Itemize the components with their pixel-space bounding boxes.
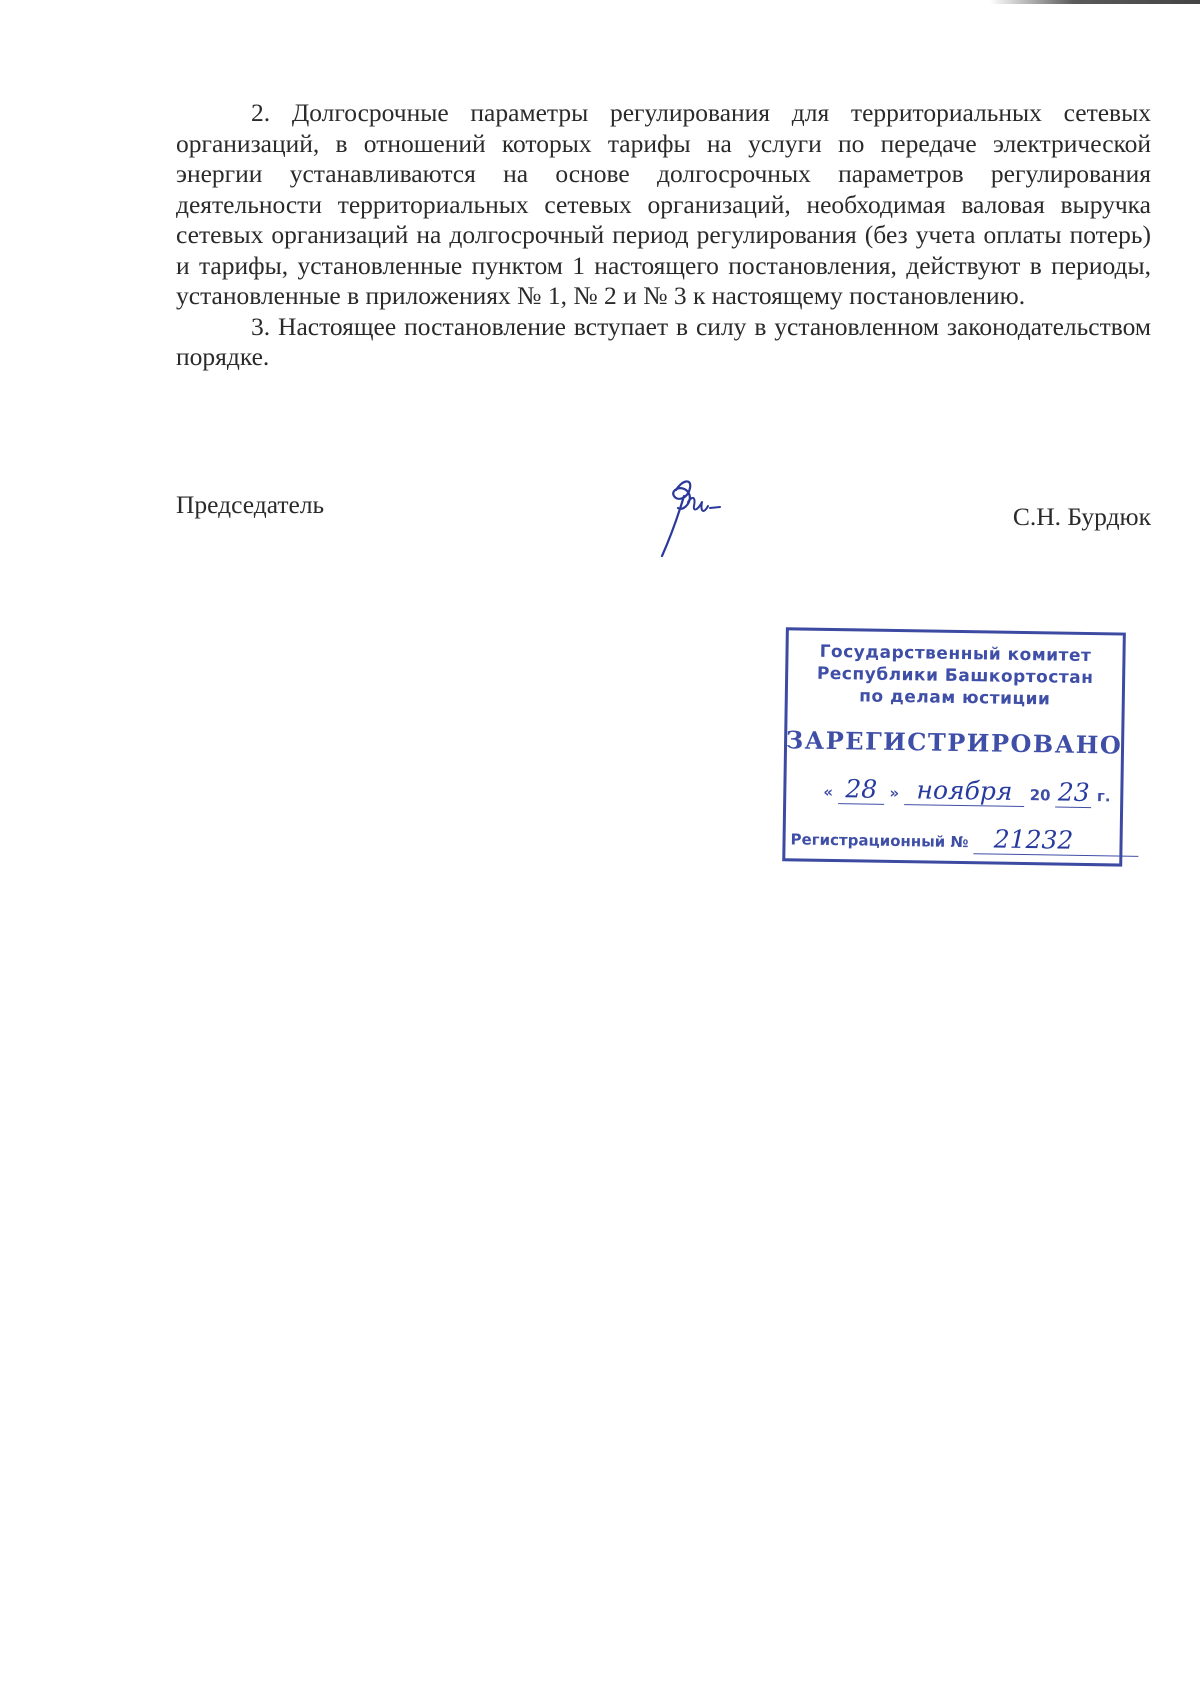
stamp-status: ЗАРЕГИСТРИРОВАНО [785,725,1123,760]
stamp-registration [790,821,1139,856]
stamp-org-line: Государственный комитет [819,641,1092,667]
date-year-unit: г. [1096,787,1111,806]
document-body [176,98,1151,373]
paragraph-3: 3. Настоящее постановление вступает в силу в установленном законодательством порядке. [176,311,1151,371]
stamp-org-line: по делам юстиции [859,686,1051,710]
paragraph-2: 2. Долгосрочные параметры регулирования для территориальных сетевых организаций, в отношений которых тарифы на услуги по передаче электрической энергии устанавливаются на основе долгосрочных параметров регулирования деятельности территориальных сетевых организаций, необходимая валовая выручка сетевых организаций на долгосрочный период регулирования (без учета оплаты потерь) и тарифы, установленные пунктом 1 настоящего постановления, действуют в периоды, установленные в приложениях № 1, № 2 и № 3 к настоящему постановлению. [176,98,1151,310]
signatory-name: С.Н. Бурдюк [1012,502,1151,531]
date-year-suffix: 23 [1056,778,1092,809]
date-year-prefix: 20 [1029,786,1051,805]
stamp-org-line: Республики Башкортостан [816,663,1094,689]
date-month: ноября [904,775,1024,807]
reg-label: Регистрационный № [790,830,969,852]
stamp-date [823,774,1111,809]
registration-stamp [782,627,1136,872]
handwritten-signature [648,472,728,562]
date-day: 28 [838,774,884,805]
date-open-quote: « [823,782,834,802]
scan-edge-mark [990,0,1200,4]
date-close-quote: » [889,783,900,803]
reg-number: 21232 [974,824,1139,857]
signatory-title: Председатель [176,490,325,519]
